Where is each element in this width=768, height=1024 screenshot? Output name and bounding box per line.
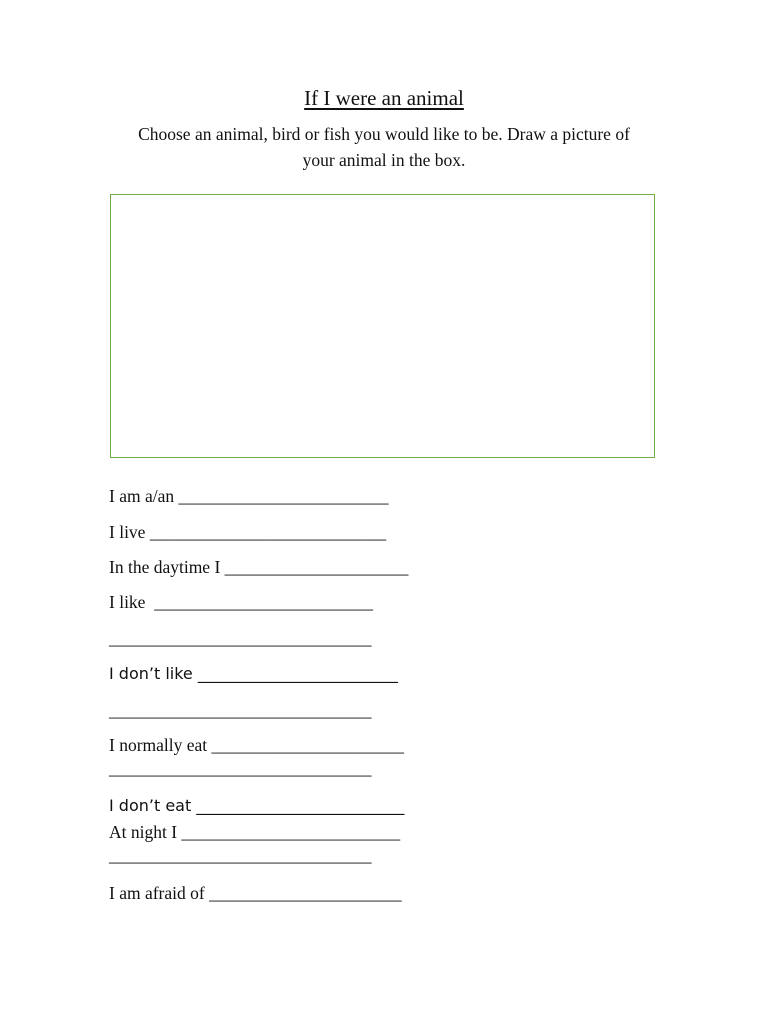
prompt-at-night[interactable]: At night I _________________________ [109, 822, 401, 842]
prompt-i-dont-eat[interactable]: I don’t eat __________________________ [109, 796, 405, 815]
instructions-text: Choose an animal, bird or fish you would like to be. Draw a picture of your animal in the box. [138, 124, 630, 170]
prompt-afraid-of[interactable]: I am afraid of ______________________ [109, 883, 402, 903]
page-title: If I were an animal [304, 86, 464, 110]
prompt-i-like-continued[interactable]: ______________________________ [109, 628, 372, 648]
prompt-i-am[interactable]: I am a/an ________________________ [109, 486, 389, 506]
prompt-i-live[interactable]: I live ___________________________ [109, 522, 387, 542]
prompt-i-like[interactable]: I like _________________________ [109, 592, 373, 612]
drawing-box[interactable] [110, 194, 655, 458]
prompt-normally-eat-continued[interactable]: ______________________________ [109, 758, 372, 778]
prompt-at-night-continued[interactable]: ______________________________ [109, 845, 372, 865]
prompt-daytime[interactable]: In the daytime I _____________________ [109, 557, 409, 577]
prompt-i-dont-like-continued[interactable]: ______________________________ [109, 700, 372, 720]
prompt-normally-eat[interactable]: I normally eat ______________________ [109, 735, 405, 755]
prompt-i-dont-like[interactable]: I don’t like _________________________ [109, 664, 398, 683]
